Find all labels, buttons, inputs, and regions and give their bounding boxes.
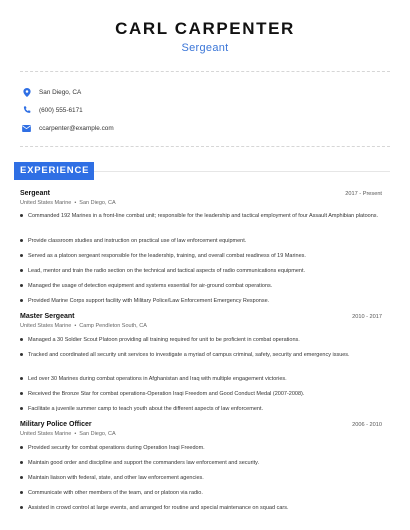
contact-email-text: ccarpenter@example.com (39, 124, 114, 132)
job-title: Military Police Officer (20, 421, 92, 428)
contact-location (22, 83, 114, 101)
job-dates: 2010 - 2017 (352, 314, 382, 320)
job-bullet: Served as a platoon sergeant responsible for the leadership, training, and overall combat readiness of 19 Marines. (28, 252, 382, 260)
job-title: Master Sergeant (20, 313, 75, 320)
job-bullet: Commanded 192 Marines in a front-line combat unit; responsible for the leadership and tactical employment of four Assault Amphibian platoons. (28, 212, 382, 220)
contact-location-text: San Diego, CA (39, 88, 82, 96)
job-bullet: Provided security for combat operations during Operation Iraqi Freedom. (28, 444, 382, 452)
job-bullet: Facilitate a juvenile summer camp to teach youth about the different aspects of law enforcement. (28, 405, 382, 413)
contact-phone (22, 101, 114, 119)
job-location: Camp Pendleton South, CA (79, 323, 147, 329)
job-org: United States Marine • San Diego, CA (20, 431, 116, 437)
job-employer: United States Marine (20, 200, 72, 206)
location-pin-icon (22, 88, 31, 97)
contact-list (22, 83, 114, 137)
job-org: United States Marine • San Diego, CA (20, 200, 116, 206)
job-dates: 2017 - Present (345, 191, 382, 197)
job-bullet: Managed the usage of detection equipment and systems essential for air-ground combat operations. (28, 282, 382, 290)
job-org: United States Marine • Camp Pendleton South, CA (20, 323, 147, 329)
section-heading-line (94, 171, 390, 172)
job-bullet: Led over 30 Marines during combat operations in Afghanistan and Iraq with multiple engagement victories. (28, 375, 382, 383)
contact-divider (20, 146, 390, 147)
job-bullet: Lead, mentor and train the radio section on the technical and tactical aspects of radio communications equipment. (28, 267, 382, 275)
job-employer: United States Marine (20, 431, 72, 437)
job-bullet: Managed a 30 Soldier Scout Platoon providing all training required for unit to be proficient in combat operations. (28, 336, 382, 344)
job-location: San Diego, CA (79, 200, 116, 206)
job-entry (20, 313, 382, 329)
job-employer: United States Marine (20, 323, 72, 329)
job-title: Sergeant (20, 190, 50, 197)
job-dates: 2006 - 2010 (352, 422, 382, 428)
contact-email (22, 119, 114, 137)
job-bullet: Communicate with other members of the team, and or platoon via radio. (28, 489, 382, 497)
contact-phone-text: (600) 555-6171 (39, 106, 83, 114)
job-bullet: Received the Bronze Star for combat operations-Operation Iraqi Freedom and Good Conduct Medal (2007-2008). (28, 390, 382, 398)
job-bullet: Provided Marine Corps support facility with Military Police/Law Enforcement Emergency Response. (28, 297, 382, 305)
candidate-title: Sergeant (181, 42, 229, 54)
job-bullet: Provide classroom studies and instruction on practical use of law enforcement equipment. (28, 237, 382, 245)
job-entry (20, 190, 382, 206)
email-icon (22, 124, 31, 133)
phone-icon (22, 106, 31, 115)
job-bullet: Assisted in crowd control at large events, and arranged for routine and special maintenance on squad cars. (28, 504, 382, 512)
job-bullet: Maintain liaison with federal, state, and other law enforcement agencies. (28, 474, 382, 482)
resume-header (0, 0, 410, 55)
job-bullet: Maintain good order and discipline and support the commanders law enforcement and security. (28, 459, 382, 467)
section-heading-experience: EXPERIENCE (14, 162, 94, 180)
job-location: San Diego, CA (79, 431, 116, 437)
candidate-name: CARL CARPENTER (115, 19, 295, 38)
job-entry (20, 421, 382, 437)
header-divider (20, 71, 390, 72)
job-bullet: Tracked and coordinated all security unit services to investigate a myriad of campus criminal, safety, security and emergency issues. (28, 351, 382, 359)
